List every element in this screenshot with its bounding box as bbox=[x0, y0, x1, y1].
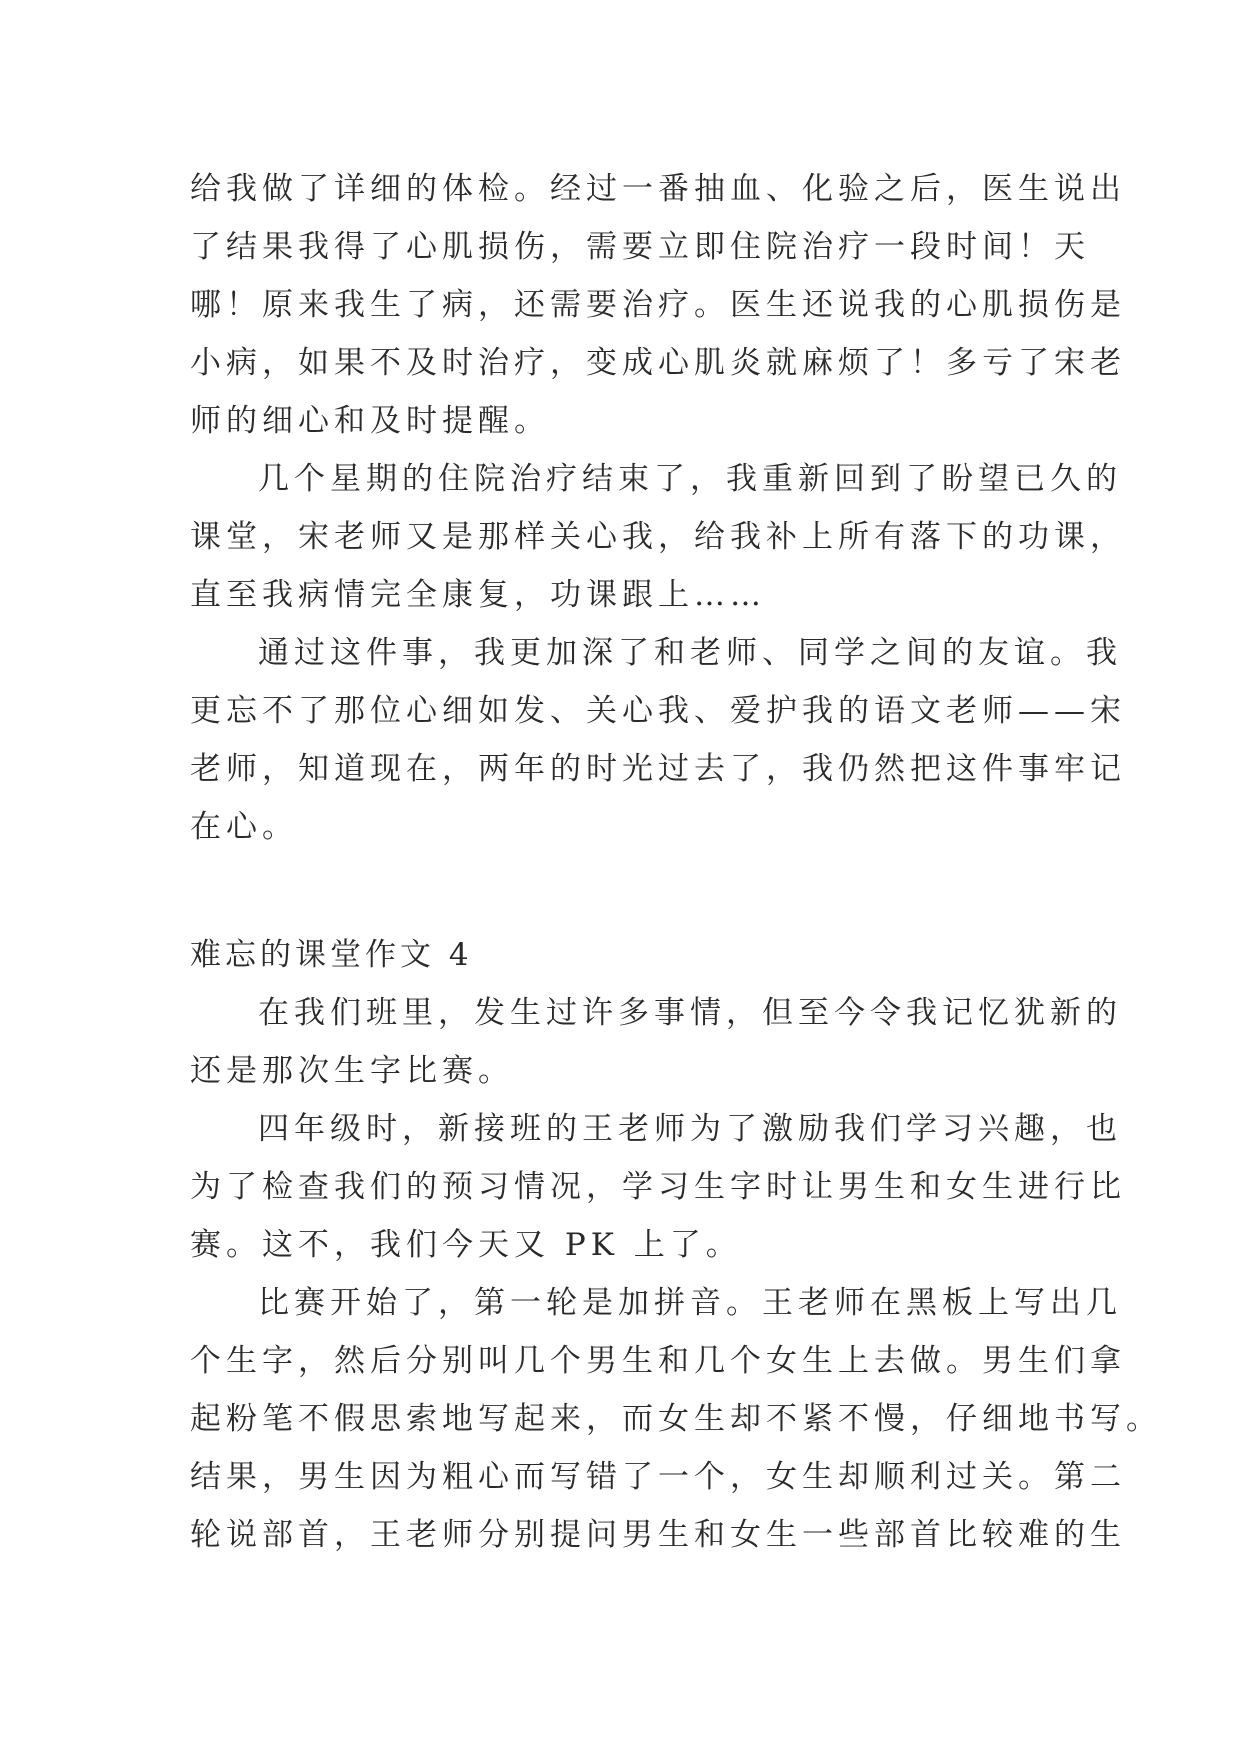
text-line: 哪！原来我生了病，还需要治疗。医生还说我的心肌损伤是 bbox=[190, 287, 1126, 323]
text-line: 轮说部首，王老师分别提问男生和女生一些部首比较难的生 bbox=[190, 1517, 1126, 1553]
text-line: 还是那次生字比赛。 bbox=[190, 1053, 514, 1089]
text-line: 在心。 bbox=[190, 809, 298, 845]
text-line: 小病，如果不及时治疗，变成心肌炎就麻烦了！多亏了宋老 bbox=[190, 345, 1126, 381]
text-line: 起粉笔不假思索地写起来，而女生却不紧不慢，仔细地书写。 bbox=[190, 1401, 1162, 1437]
text-line: 比赛开始了，第一轮是加拼音。王老师在黑板上写出几 bbox=[258, 1285, 1122, 1321]
paragraph bbox=[190, 1100, 1126, 1274]
text-line: 在我们班里，发生过许多事情，但至今令我记忆犹新的 bbox=[258, 995, 1122, 1031]
text-line: 几个星期的住院治疗结束了，我重新回到了盼望已久的 bbox=[258, 461, 1122, 497]
text-line: 个生字，然后分别叫几个男生和几个女生上去做。男生们拿 bbox=[190, 1343, 1126, 1379]
paragraph bbox=[190, 984, 1122, 1100]
text-line: 直至我病情完全康复，功课跟上…… bbox=[190, 577, 766, 613]
paragraph bbox=[190, 160, 1126, 450]
text-line: 课堂，宋老师又是那样关心我，给我补上所有落下的功课， bbox=[190, 519, 1126, 555]
text-line: 老师，知道现在，两年的时光过去了，我仍然把这件事牢记 bbox=[190, 751, 1126, 787]
section-title: 难忘的课堂作文 4 bbox=[190, 937, 473, 973]
text-line: 为了检查我们的预习情况，学习生字时让男生和女生进行比 bbox=[190, 1169, 1126, 1205]
document-body bbox=[190, 160, 1162, 1564]
text-line: 四年级时，新接班的王老师为了激励我们学习兴趣，也 bbox=[258, 1111, 1122, 1147]
text-line: 了结果我得了心肌损伤，需要立即住院治疗一段时间！天 bbox=[190, 229, 1090, 265]
paragraph bbox=[190, 450, 1126, 624]
text-line: 赛。这不，我们今天又 PK 上了。 bbox=[190, 1227, 742, 1263]
text-line: 更忘不了那位心细如发、关心我、爱护我的语文老师——宋 bbox=[190, 693, 1126, 729]
paragraph bbox=[190, 624, 1126, 856]
text-line: 给我做了详细的体检。经过一番抽血、化验之后，医生说出 bbox=[190, 171, 1126, 207]
text-line: 师的细心和及时提醒。 bbox=[190, 403, 550, 439]
text-line: 通过这件事，我更加深了和老师、同学之间的友谊。我 bbox=[258, 635, 1122, 671]
text-line: 结果，男生因为粗心而写错了一个，女生却顺利过关。第二 bbox=[190, 1459, 1126, 1495]
paragraph bbox=[190, 1274, 1162, 1564]
